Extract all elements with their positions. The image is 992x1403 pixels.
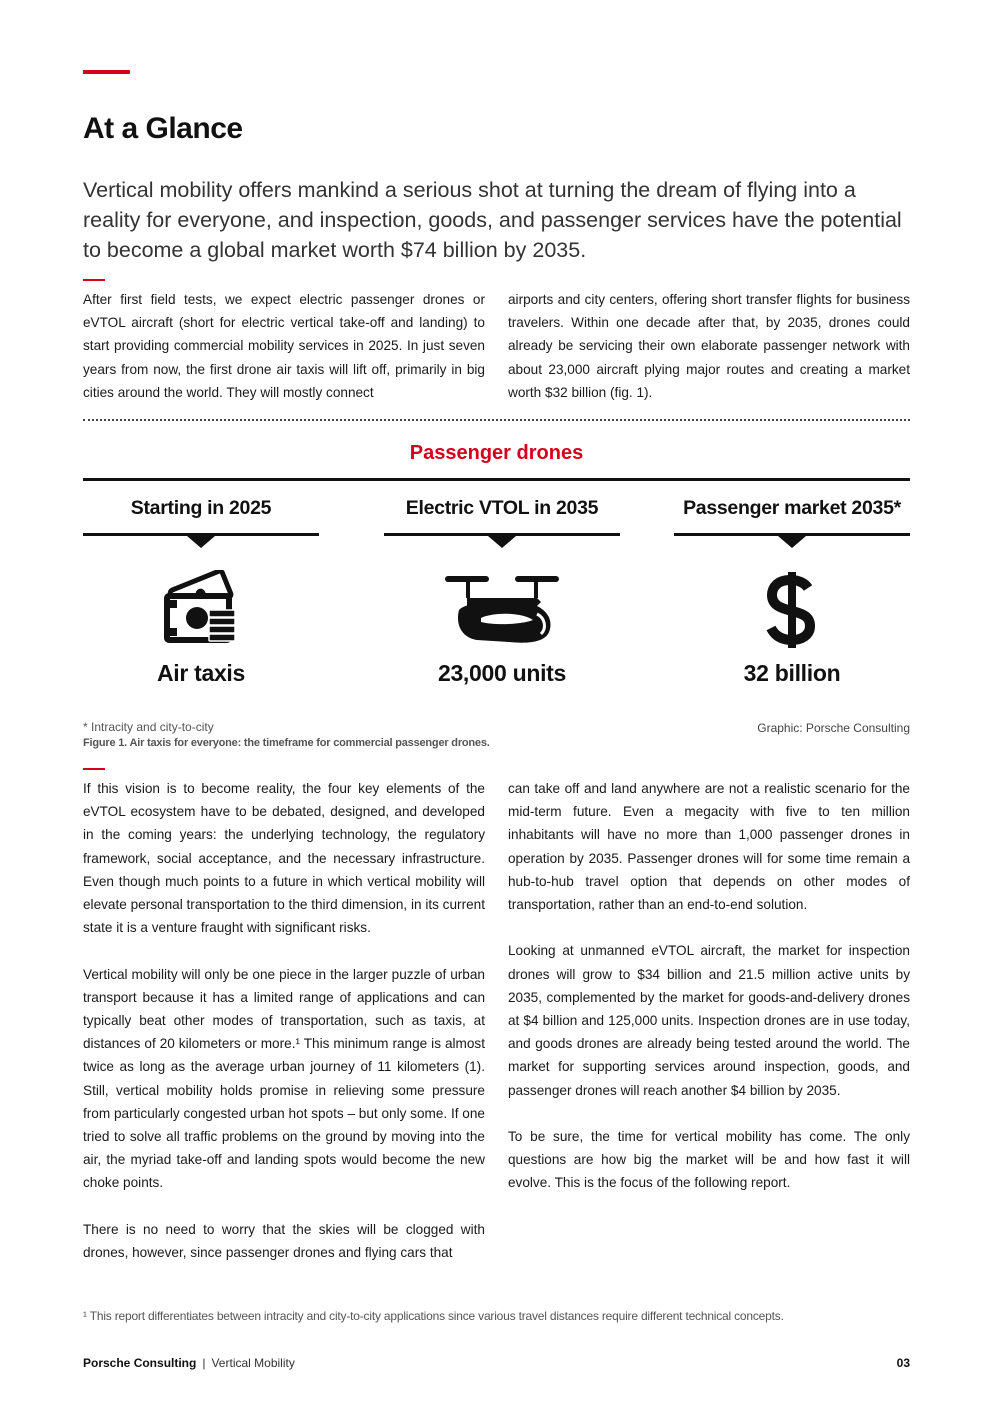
- footer-section: Vertical Mobility: [211, 1356, 295, 1370]
- intro-left-column: [83, 288, 485, 404]
- dotted-divider: [83, 419, 910, 421]
- top-accent-bar: [83, 70, 130, 74]
- evtol-drone-icon: [384, 570, 620, 650]
- pointer-arrow-icon: [778, 536, 806, 548]
- body-right-column: [508, 777, 910, 1195]
- body-left-column: [83, 777, 485, 1264]
- body-paragraph: can take off and land anywhere are not a realistic scenario for the mid-term future. Even a megacity with five to ten million inhabitants will have no more than 1,000 passenger drones in operation by 2035. Passenger drones will for some time remain a hub-to-hub travel option that depends on other modes of transportation, rather than an end-to-end solution.: [508, 781, 910, 913]
- pointer-arrow-icon: [488, 536, 516, 548]
- infographic-heading: Electric VTOL in 2035: [405, 497, 599, 519]
- intro-left-text: After first field tests, we expect electric passenger drones or eVTOL aircraft (short for electric vertical take-off and landing) to start providing commercial mobility services in 2025. In just seven years from now, the first drone air taxis will lift off, primarily in big cities around the world. They will mostly connect: [83, 292, 485, 400]
- pointer-arrow-icon: [187, 536, 215, 548]
- page-title: At a Glance: [83, 112, 243, 145]
- page-number: 03: [896, 1356, 910, 1370]
- heading-underline: [83, 533, 319, 536]
- dollar-icon: [674, 570, 910, 650]
- intro-right-column: [508, 288, 910, 404]
- body-paragraph: To be sure, the time for vertical mobility has come. The only questions are how big the market will be and how fast it will evolve. This is the focus of the following report.: [508, 1129, 910, 1191]
- infographic-value: 23,000 units: [437, 660, 567, 686]
- page-footer: [83, 1356, 295, 1370]
- body-paragraph: If this vision is to become reality, the four key elements of the eVTOL ecosystem have to be debated, designed, and developed in the coming years: the underlying technology, the regulatory framework, social acceptance, and the necessary infrastructure. Even though much points to a future in which vertical mobility will elevate personal transportation to the third dimension, in its current state it is a venture fraught with significant risks.: [83, 781, 485, 936]
- intro-accent-line: [83, 279, 105, 281]
- infographic-heading: Starting in 2025: [130, 497, 272, 519]
- infographic-value: Air taxis: [156, 660, 246, 686]
- heading-underline: [384, 533, 620, 536]
- heading-underline: [674, 533, 910, 536]
- infographic-item-air-taxis: [83, 490, 319, 700]
- infographic-item-market: [674, 490, 910, 700]
- graphic-credit: Graphic: Porsche Consulting: [757, 721, 910, 735]
- money-icon: [83, 570, 319, 650]
- footer-separator: |: [202, 1356, 206, 1370]
- infographic-title: Passenger drones: [409, 442, 584, 464]
- body-paragraph: Vertical mobility will only be one piece in the larger puzzle of urban transport because it has a limited range of applications and can typically beat other modes of transportation, such as taxis, at distances of 20 kilometers or more.¹ This minimum range is almost twice as long as the average urban journey of 11 kilometers (1). Still, vertical mobility holds promise in relieving some pressure from particularly congested urban hot spots – but only some. If one tried to solve all traffic problems on the ground by moving into the air, the myriad take-off and landing spots would become the new choke points.: [83, 966, 485, 1191]
- lead-paragraph: Vertical mobility offers mankind a serious shot at turning the dream of flying into a reality for everyone, and inspection, goods, and passenger services have the potential to become a global market worth $74 billion by 2035.: [83, 178, 902, 262]
- infographic-heading: Passenger market 2035*: [683, 497, 901, 519]
- infographic-item-evtol: [384, 490, 620, 700]
- infographic-note: * Intracity and city-to-city: [83, 720, 214, 734]
- intro-right-text: airports and city centers, offering short transfer flights for business travelers. Within one decade after that, by 2035, drones could already be servicing their own elaborate passenger network with about 23,000 aircraft plying major routes and creating a market worth $32 billion (fig. 1).: [508, 292, 910, 400]
- footer-brand: Porsche Consulting: [83, 1356, 197, 1370]
- infographic-value: 32 billion: [743, 660, 841, 686]
- figure-caption: Figure 1. Air taxis for everyone: the timeframe for commercial passenger drones.: [83, 737, 490, 749]
- footnote: ¹ This report differentiates between intracity and city-to-city applications since various travel distances require different technical concepts.: [83, 1309, 784, 1323]
- infographic-top-rule: [83, 478, 910, 481]
- body-accent-line: [83, 768, 105, 770]
- body-paragraph: Looking at unmanned eVTOL aircraft, the market for inspection drones will grow to $34 billion and 21.5 million active units by 2035, complemented by the market for goods-and-delivery drones at $4 billion and 125,000 units. Inspection drones are in use today, and goods drones are already being tested around the world. The market for supporting services around inspection, goods, and passenger drones will reach another $4 billion by 2035.: [508, 943, 910, 1098]
- body-paragraph: There is no need to worry that the skies will be clogged with drones, however, since passenger drones and flying cars that: [83, 1221, 485, 1261]
